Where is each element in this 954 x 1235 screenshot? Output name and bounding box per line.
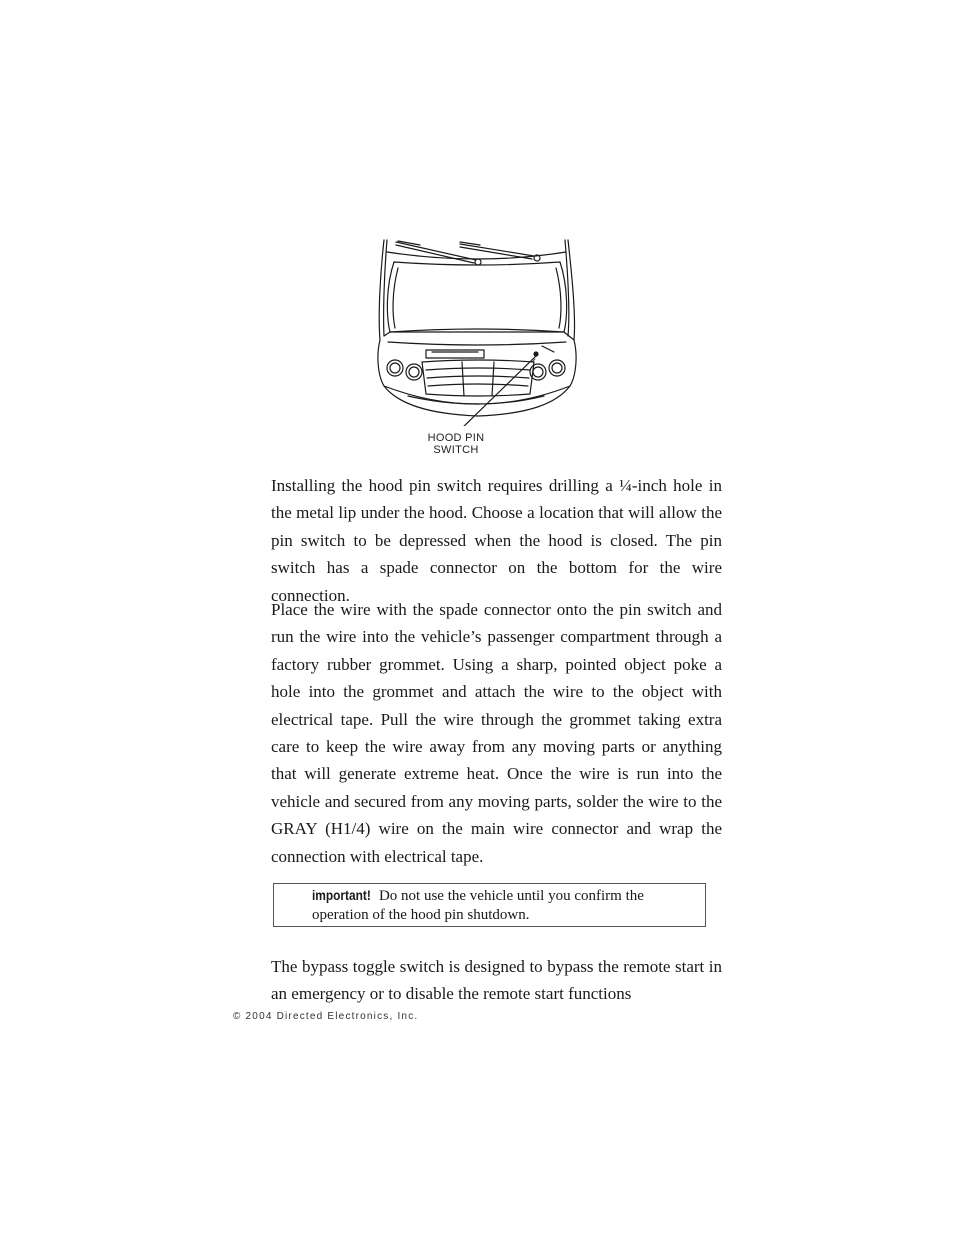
paragraph-wiring-instructions: Place the wire with the spade connector onto the pin switch and run the wire into the vehicle’s passenger compartment through a factory rubber grommet. Using a sharp, pointed object poke a hole into the grommet and attach the wire to the object with electrical tape. Pull the wire through the grommet taking extra care to keep the wire away from any moving parts or anything that will generate extreme heat. Once the wire is run into the vehicle and secured from any moving parts, solder the wire to the GRAY (H1/4) wire on the main wire connector and wrap the connection with electrical tape.: [271, 600, 722, 866]
hood-pin-switch-label: [416, 432, 496, 456]
car-front-illustration: [368, 236, 590, 426]
paragraph-bypass-switch: The bypass toggle switch is designed to bypass the remote start in an emergency or to disable the remote start functions: [271, 957, 722, 1004]
hood-pin-switch-figure: [368, 236, 590, 468]
paragraph-drilling-instructions: Installing the hood pin switch requires drilling a ¼-inch hole in the metal lip under the hood. Choose a location that will allow the pin switch to be depressed when the hood is closed. The pin switch has a spade connector on the bottom for the wire connection.: [271, 476, 722, 605]
important-label: important!: [312, 887, 371, 903]
label-line-2: SWITCH: [433, 444, 479, 456]
important-notice-content: [312, 886, 692, 925]
label-line-1: HOOD PIN: [427, 432, 485, 444]
important-notice: [273, 883, 706, 927]
important-text: Do not use the vehicle until you confirm the operation of the hood pin shutdown.: [312, 888, 644, 923]
copyright-footer: © 2004 Directed Electronics, Inc.: [233, 1011, 419, 1022]
